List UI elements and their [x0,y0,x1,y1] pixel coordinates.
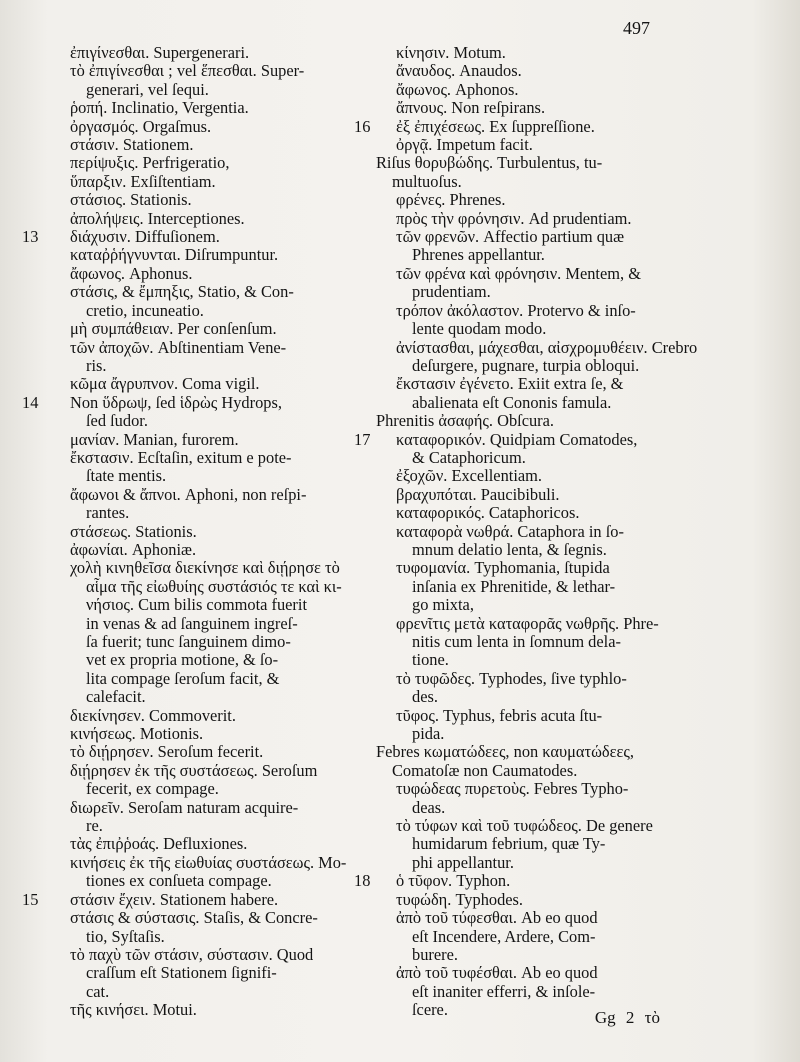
aphorism-number: 17 [354,429,371,449]
entry-line: ῥοπή. Inclinatio, Vergentia. [70,98,249,118]
entry-line: multuoſus. [392,171,462,191]
entry-line: cat. [86,981,110,1001]
index-entry [22,891,362,909]
entry-line: deſurgere, pugnare, turpia obloqui. [412,355,640,375]
entry-line: καταφορικός. Cataphoricos. [396,503,580,523]
index-entry [22,339,362,376]
index-entry [352,412,670,430]
index-entry [22,541,362,559]
entry-line: τῦφος. Typhus, febris acuta ſtu- [396,705,603,725]
entry-line: νήσιος. Cum bilis commota fuerit [86,595,308,615]
index-entry [22,265,362,283]
index-entry [352,817,670,872]
entry-line: vet ex propria motione, & ſo- [86,650,279,670]
index-entry [352,228,670,265]
entry-line: ris. [86,355,107,375]
index-entry [352,872,670,890]
index-entry [352,780,670,817]
index-entry [352,615,670,670]
index-entry [22,394,362,431]
index-entry [352,486,670,504]
entry-line: ἄφωνοι & ἄπνοι. Aphoni, non reſpi- [70,484,307,504]
index-entry [352,62,670,80]
index-entry [22,320,362,338]
entry-line: Phrenitis ἀσαφής. Obſcura. [376,411,554,431]
entry-line: inſania ex Phrenitide, & lethar- [412,576,616,596]
entry-line: καταῤῥήγνυνται. Diſrumpuntur. [70,245,279,265]
index-entry [22,62,362,99]
entry-line: Comatoſæ non Caumatodes. [392,760,578,780]
index-entry [22,707,362,725]
entry-line: τὰς ἐπιῤῥοάς. Defluxiones. [70,834,248,854]
entry-line: calefacit. [86,687,146,707]
entry-line: fecerit, ex compage. [86,779,219,799]
entry-line: ἐξοχῶν. Excellentiam. [396,466,543,486]
entry-line: lente quodam modo. [412,319,547,339]
entry-line: cretio, incuneatio. [86,300,204,320]
entry-line: des. [412,687,438,707]
entry-line: στάσιος. Stationis. [70,190,192,210]
entry-line: κινήσεως. Motionis. [70,724,204,744]
entry-line: στάσιν ἔχειν. Stationem habere. [70,889,279,909]
entry-line: ἐπιγίνεσθαι. Supergenerari. [70,43,250,62]
index-entry [352,118,670,136]
index-entry [352,154,670,191]
entry-line: ἀπολήψεις. Interceptiones. [70,208,245,228]
index-entry [22,559,362,706]
entry-line: ἀνίστασθαι, μάχεσθαι, αἰσχρομυθέειν. Crebro [396,337,698,357]
index-entry [22,431,362,449]
index-entry [352,743,670,780]
entry-line: Phrenes appellantur. [412,245,545,265]
entry-line: διωρεῖν. Seroſam naturam acquire- [70,797,299,817]
index-entry [352,210,670,228]
index-entry [22,99,362,117]
index-entry [352,707,670,744]
index-entry [352,559,670,614]
entry-line: στάσεως. Stationis. [70,521,197,541]
page-footer [595,1008,660,1028]
entry-line: ὁ τῦφον. Typhon. [396,871,511,891]
entry-line: καταφορὰ νωθρά. Cataphora in ſo- [396,521,624,541]
index-entry [352,670,670,707]
entry-line: ἔκστασιν ἐγένετο. Exiit extra ſe, & [396,374,624,394]
entry-line: ἐξ ἐπιχέσεως. Ex ſuppreſſione. [396,116,595,136]
index-entry [22,246,362,264]
entry-line: Riſus θορυβώδης. Turbulentus, tu- [376,153,603,173]
entry-line: abalienata eſt Cononis famula. [412,392,612,412]
entry-line: πρὸς τὴν φρόνησιν. Ad prudentiam. [396,208,632,228]
entry-line: ſed ſudor. [86,411,148,431]
entry-line: ὕπαρξιν. Exſiſtentiam. [70,171,216,191]
aphorism-number: 15 [22,889,39,909]
index-entry [22,154,362,172]
index-entry [352,44,670,62]
entry-line: deas. [412,797,446,817]
entry-line: ἄναυδος. Anaudos. [396,61,522,81]
entry-line: τὸ διῄρησεν. Seroſum fecerit. [70,742,264,762]
index-entry [22,725,362,743]
entry-line: ἀπὸ τοῦ τύφεσθαι. Ab eo quod [396,908,598,928]
aphorism-number: 14 [22,392,39,412]
entry-line: ἀφωνίαι. Aphoniæ. [70,539,197,559]
entry-line: ἄπνους. Non reſpirans. [396,98,546,118]
entry-line: Non ὕδρωψ, ſed ἱδρὼς Hydrops, [70,392,282,412]
index-entry [22,835,362,853]
entry-line: κινήσεις ἐκ τῆς εἰωθυίας συστάσεως. Mo- [70,852,347,872]
index-entry [22,118,362,136]
entry-line: ὀργᾷ. Impetum facit. [396,135,533,155]
entry-line: re. [86,816,103,836]
entry-line: τρόπον ἀκόλαστον. Protervo & inſo- [396,300,636,320]
index-entry [352,265,670,302]
entry-line: lita compage ſeroſum facit, & [86,668,280,688]
entry-line: ἀπὸ τοῦ τυφέσθαι. Ab eo quod [396,963,598,983]
entry-line: ſtate mentis. [86,466,167,486]
entry-line: pida. [412,724,445,744]
entry-line: ſcere. [412,1000,448,1020]
entry-line: περίψυξις. Perfrigeratio, [70,153,230,173]
index-entry [352,191,670,209]
index-entry [352,504,670,522]
index-entry [22,486,362,523]
entry-line: ſa fuerit; tunc ſanguinem dimo- [86,632,291,651]
entry-line: phi appellantur. [412,852,514,872]
entry-line: Febres κωματώδεες, non καυματώδεες, [376,742,634,762]
index-entry [352,909,670,964]
entry-line: mnum delatio lenta, & ſegnis. [412,539,607,559]
entry-line: κίνησιν. Motum. [396,43,506,62]
entry-line: τῶν φρενῶν. Affectio partium quæ [396,227,625,247]
catchword: τὸ [644,1008,660,1027]
index-entry [22,375,362,393]
entry-line: τυφώδη. Typhodes. [396,889,524,909]
aphorism-number: 18 [354,871,371,891]
entry-line: τὸ τυφῶδες. Typhodes, ſive typhlo- [396,668,627,688]
entry-line: διάχυσιν. Diffuſionem. [70,227,220,247]
index-entry [352,136,670,154]
entry-line: διῄρησεν ἐκ τῆς συστάσεως. Seroſum [70,760,318,780]
entry-line: ἔκστασιν. Ecſtaſin, exitum e pote- [70,447,292,467]
entry-line: tio, Syſtaſis. [86,926,165,946]
entry-line: tione. [412,650,449,670]
index-entry [22,173,362,191]
aphorism-number: 16 [354,116,371,136]
index-entry [352,523,670,560]
index-entry [22,1001,362,1019]
index-entry [22,762,362,799]
entry-line: τυφώδεας πυρετοὺς. Febres Typho- [396,779,629,799]
entry-line: τὸ ἐπιγίνεσθαι ; vel ἕπεσθαι. Super- [70,61,305,81]
index-entry [352,302,670,339]
index-entry [352,891,670,909]
entry-line: μὴ συμπάθειαν. Per conſenſum. [70,319,277,339]
entry-line: ὀργασμός. Orgaſmus. [70,116,212,136]
entry-line: humidarum febrium, quæ Ty- [412,834,606,854]
index-entry [352,81,670,99]
entry-line: craſſum eſt Stationem ſignifi- [86,963,277,983]
index-entry [22,854,362,891]
entry-line: τυφομανία. Typhomania, ſtupida [396,558,610,578]
entry-line: prudentiam. [412,282,491,302]
left-column [22,44,362,1020]
index-entry [22,909,362,946]
index-entry [352,467,670,485]
entry-line: τὸ παχὺ τῶν στάσιν, σύστασιν. Quod [70,944,314,964]
entry-line: go mixta, [412,595,474,615]
entry-line: κῶμα ἄγρυπνον. Coma vigil. [70,374,260,394]
index-entry [352,99,670,117]
entry-line: φρένες. Phrenes. [396,190,506,210]
index-entry [22,523,362,541]
index-entry [352,431,670,468]
index-entry [22,283,362,320]
index-entry [22,191,362,209]
index-entry [22,228,362,246]
entry-line: φρενῖτις μετὰ καταφορᾶς νωθρῆς. Phre- [396,613,659,633]
right-column [352,43,698,1020]
entry-line: eſt inaniter efferri, & inſole- [412,981,596,1001]
signature-mark: Gg 2 [594,1008,635,1027]
entry-line: burere. [412,944,458,964]
index-entry [22,799,362,836]
entry-line: τὸ τύφων καὶ τοῦ τυφώδεος. De genere [396,816,653,836]
entry-line: αἷμα τῆς εἰωθυίης συστάσιός τε καὶ κι- [86,576,342,596]
entry-line: nitis cum lenta in ſomnum dela- [412,632,621,651]
entry-line: στάσιν. Stationem. [70,135,194,155]
index-entry [22,44,362,62]
entry-line: eſt Incendere, Ardere, Com- [412,926,596,946]
entry-line: generari, vel ſequi. [86,79,209,99]
entry-line: in venas & ad ſanguinem ingreſ- [86,613,298,633]
entry-line: βραχυπόται. Paucibibuli. [396,484,560,504]
entry-line: tiones ex conſueta compage. [86,871,272,891]
entry-line: τῶν φρένα καὶ φρόνησιν. Mentem, & [396,263,641,283]
entry-line: τῆς κινήσει. Motui. [70,1000,197,1020]
aphorism-number: 13 [22,227,39,247]
index-entry [22,743,362,761]
index-entry [22,946,362,1001]
entry-line: στάσις, & ἔμπηξις, Statio, & Con- [70,282,294,302]
entry-line: μανίαν. Manian, furorem. [70,429,239,449]
entry-line: rantes. [86,503,130,523]
page-number: 497 [623,18,650,38]
index-entry [22,136,362,154]
entry-line: διεκίνησεν. Commoverit. [70,705,236,725]
entry-line: στάσις & σύστασις. Staſis, & Concre- [70,908,318,928]
entry-line: τῶν ἀποχῶν. Abſtinentiam Vene- [70,337,287,357]
entry-line: ἄφωνος. Aphonus. [70,263,193,283]
entry-line: καταφορικόν. Quidpiam Comatodes, [396,429,638,449]
entry-line: ἄφωνος. Aphonos. [396,79,519,99]
index-entry [352,375,670,412]
index-entry [22,449,362,486]
index-entry [352,337,698,376]
entry-line: χολὴ κινηθεῖσα διεκίνησε καὶ διῄρησε τὸ [70,558,340,578]
entry-line: & Cataphoricum. [412,447,526,467]
index-entry [22,210,362,228]
